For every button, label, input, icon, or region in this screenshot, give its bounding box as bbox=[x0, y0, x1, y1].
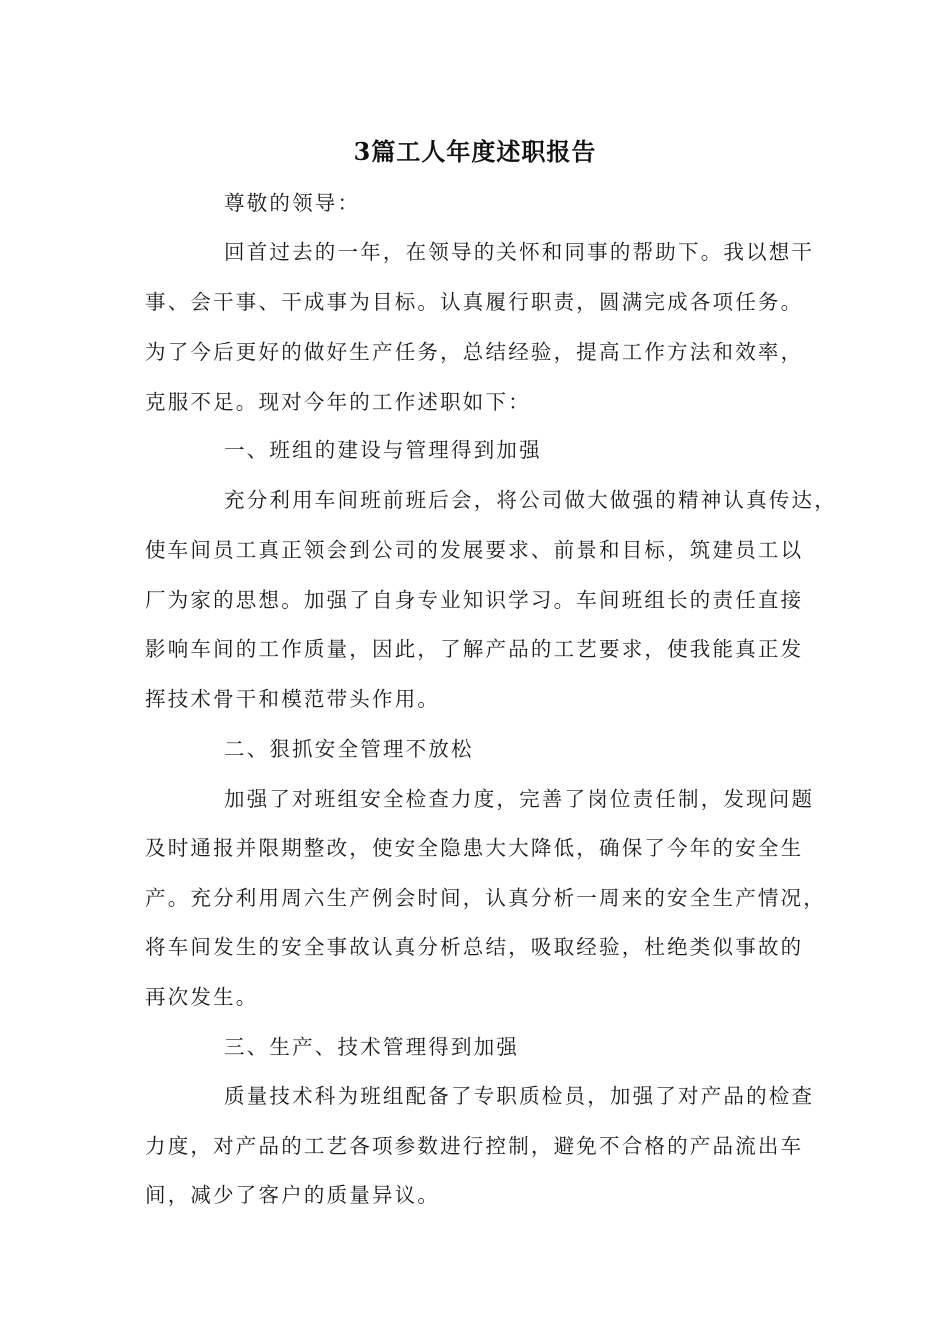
paragraph-line: 事、会干事、干成事为目标。认真履行职责，圆满完成各项任务。 bbox=[145, 290, 804, 314]
paragraph-line: 回首过去的一年，在领导的关怀和同事的帮助下。我以想干 bbox=[224, 240, 815, 264]
paragraph-line: 力度，对产品的工艺各项参数进行控制，避免不合格的产品流出车 bbox=[145, 1134, 804, 1158]
paragraph-line: 影响车间的工作质量，因此，了解产品的工艺要求，使我能真正发 bbox=[145, 637, 804, 661]
paragraph-line: 挥技术骨干和模范带头作用。 bbox=[145, 687, 441, 711]
paragraph-line: 间，减少了客户的质量异议。 bbox=[145, 1183, 441, 1207]
paragraph-line: 质量技术科为班组配备了专职质检员，加强了对产品的检查 bbox=[224, 1084, 815, 1108]
paragraph-line: 产。充分利用周六生产例会时间，认真分析一周来的安全生产情况， bbox=[145, 886, 826, 910]
paragraph-line: 再次发生。 bbox=[145, 985, 259, 1009]
paragraph-line: 及时通报并限期整改，使安全隐患大大降低，确保了今年的安全生 bbox=[145, 836, 804, 860]
paragraph-line: 加强了对班组安全检查力度，完善了岗位责任制，发现问题 bbox=[224, 787, 815, 811]
section-heading: 一、班组的建设与管理得到加强 bbox=[224, 438, 542, 462]
document-title: 3篇工人年度述职报告 bbox=[353, 137, 597, 166]
section-heading: 二、狠抓安全管理不放松 bbox=[224, 737, 474, 761]
paragraph-line: 充分利用车间班前班后会，将公司做大做强的精神认真传达， bbox=[224, 488, 837, 512]
section-heading: 三、生产、技术管理得到加强 bbox=[224, 1035, 520, 1059]
paragraph-line: 为了今后更好的做好生产任务，总结经验，提高工作方法和效率， bbox=[145, 340, 804, 364]
paragraph-line: 厂为家的思想。加强了自身专业知识学习。车间班组长的责任直接 bbox=[145, 588, 804, 612]
salutation-line: 尊敬的领导： bbox=[224, 191, 361, 215]
paragraph-line: 克服不足。现对今年的工作述职如下： bbox=[145, 390, 531, 414]
paragraph-line: 将车间发生的安全事故认真分析总结，吸取经验，杜绝类似事故的 bbox=[145, 935, 804, 959]
paragraph-line: 使车间员工真正领会到公司的发展要求、前景和目标，筑建员工以 bbox=[145, 538, 804, 562]
